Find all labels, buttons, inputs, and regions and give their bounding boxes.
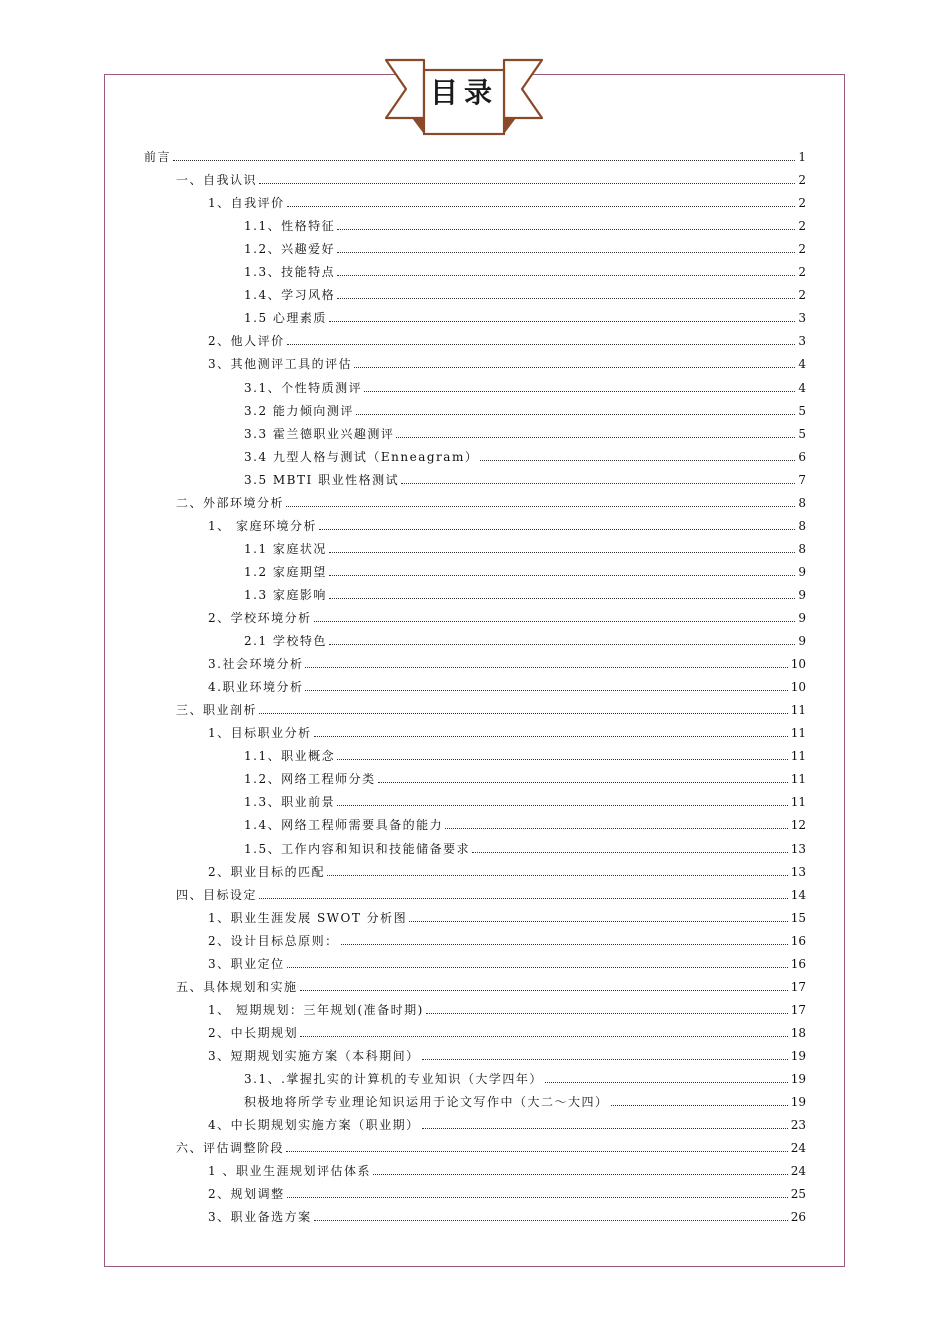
toc-entry-label: 四、目标设定 [176, 887, 258, 902]
toc-entry[interactable] [244, 740, 806, 763]
toc-dot-leader [287, 344, 796, 345]
toc-entry-label: 1 、职业生涯规划评估体系 [208, 1164, 371, 1179]
toc-entry[interactable] [176, 164, 806, 187]
toc-entry-label: 1、自我评价 [208, 196, 285, 211]
toc-entry[interactable] [208, 925, 806, 948]
toc-entry[interactable] [208, 510, 806, 533]
toc-entry-label: 五、具体规划和实施 [176, 979, 298, 994]
toc-entry[interactable] [208, 648, 806, 671]
toc-entry-label: 1.1、职业概念 [244, 749, 336, 764]
toc-page-number: 11 [790, 726, 806, 741]
toc-page-number: 8 [798, 495, 806, 510]
toc-entry[interactable] [208, 187, 806, 210]
toc-dot-leader [337, 298, 795, 299]
toc-dot-leader [356, 414, 795, 415]
toc-entry-label: 1.4、网络工程师需要具备的能力 [244, 818, 444, 833]
toc-entry[interactable] [244, 418, 806, 441]
toc-entry-label: 1.3 家庭影响 [244, 587, 327, 602]
toc-page-number: 17 [790, 1002, 806, 1017]
toc-entry-label: 1.4、学习风格 [244, 288, 336, 303]
toc-dot-leader [329, 321, 795, 322]
toc-dot-leader [286, 1151, 788, 1152]
toc-page-number: 12 [790, 818, 806, 833]
toc-entry-label: 3.社会环境分析 [208, 657, 304, 672]
toc-dot-leader [259, 713, 788, 714]
toc-entry[interactable] [208, 1201, 806, 1224]
toc-dot-leader [426, 1013, 788, 1014]
toc-entry-label: 一、自我认识 [176, 173, 258, 188]
toc-page-number: 4 [798, 380, 806, 395]
toc-entry-label: 二、外部环境分析 [176, 495, 285, 510]
toc-page-number: 11 [790, 749, 806, 764]
toc-page-number: 11 [790, 795, 806, 810]
toc-page-number: 8 [798, 518, 806, 533]
toc-entry-label: 3.5 MBTI 职业性格测试 [244, 472, 400, 487]
toc-entry[interactable] [208, 994, 806, 1017]
toc-entry-label: 1、目标职业分析 [208, 726, 312, 741]
toc-page-number: 5 [798, 403, 806, 418]
toc-entry[interactable] [244, 279, 806, 302]
toc-dot-leader [480, 460, 795, 461]
toc-dot-leader [287, 206, 796, 207]
toc-page-number: 23 [790, 1118, 806, 1133]
toc-entry[interactable] [244, 372, 806, 395]
toc-page-number: 2 [798, 288, 806, 303]
toc-dot-leader [327, 875, 788, 876]
toc-entry-label: 三、职业剖析 [176, 703, 258, 718]
toc-entry-label: 1、 家庭环境分析 [208, 518, 317, 533]
toc-dot-leader [173, 160, 795, 161]
toc-dot-leader [422, 1059, 788, 1060]
toc-entry-label: 1.2、兴趣爱好 [244, 242, 336, 257]
toc-dot-leader [259, 898, 788, 899]
toc-page-number: 19 [790, 1072, 806, 1086]
toc-entry[interactable] [144, 141, 806, 164]
toc-entry[interactable] [244, 809, 806, 832]
toc-dot-leader [305, 667, 787, 668]
toc-entry[interactable] [244, 256, 806, 279]
toc-entry-label: 2、设计目标总原则： [208, 933, 339, 948]
toc-page-number: 6 [798, 449, 806, 464]
toc-page-number: 3 [798, 311, 806, 326]
toc-page-number: 2 [798, 196, 806, 211]
toc-entry-label: 积极地将所学专业理论知识运用于论文写作中（大二～大四） [244, 1095, 609, 1110]
toc-entry[interactable] [208, 348, 806, 371]
toc-entry[interactable] [176, 1132, 806, 1155]
toc-entry[interactable] [244, 1063, 806, 1086]
toc-page-number: 5 [798, 426, 806, 441]
toc-page-number: 3 [798, 334, 806, 349]
toc-entry[interactable] [176, 487, 806, 510]
toc-entry-label: 六、评估调整阶段 [176, 1141, 285, 1156]
toc-dot-leader [337, 759, 788, 760]
toc-dot-leader [396, 437, 795, 438]
toc-dot-leader [337, 805, 788, 806]
toc-entry-label: 1.3、职业前景 [244, 795, 336, 810]
toc-entry-label: 1.5、工作内容和知识和技能储备要求 [244, 841, 471, 856]
toc-page-number: 19 [790, 1095, 806, 1110]
toc-dot-leader [422, 1128, 788, 1129]
toc-dot-leader [409, 921, 788, 922]
toc-dot-leader [314, 621, 796, 622]
toc-entry[interactable] [244, 464, 806, 487]
toc-entry-label: 1.3、技能特点 [244, 265, 336, 280]
toc-entry[interactable] [208, 856, 806, 879]
toc-page-number: 9 [798, 587, 806, 602]
toc-entry-label: 3、职业备选方案 [208, 1210, 312, 1225]
toc-entry[interactable] [208, 1155, 806, 1178]
toc-entry[interactable] [208, 1109, 806, 1132]
toc-dot-leader [259, 183, 795, 184]
toc-page-number: 13 [790, 864, 806, 879]
toc-dot-leader [545, 1082, 788, 1083]
toc-entry[interactable] [244, 786, 806, 809]
toc-title: 目录 [429, 76, 498, 109]
toc-entry[interactable] [176, 694, 806, 717]
toc-entry[interactable] [208, 1040, 806, 1063]
toc-page-number: 9 [798, 564, 806, 579]
toc-dot-leader [329, 598, 795, 599]
toc-dot-leader [329, 575, 795, 576]
toc-entry-label: 3.1、个性特质测评 [244, 380, 363, 395]
toc-page-number: 2 [798, 265, 806, 280]
toc-entry[interactable] [244, 302, 806, 325]
toc-page-number: 8 [798, 541, 806, 556]
toc-page-number: 17 [790, 979, 806, 994]
toc-page-number: 2 [798, 242, 806, 257]
toc-dot-leader [314, 736, 788, 737]
toc-entry-label: 2.1 学校特色 [244, 634, 327, 649]
toc-page-number: 25 [790, 1187, 806, 1202]
toc-entry[interactable] [244, 833, 806, 856]
toc-entry[interactable] [244, 533, 806, 556]
toc-dot-leader [445, 828, 788, 829]
toc-page-number: 9 [798, 634, 806, 649]
toc-page-number: 18 [790, 1025, 806, 1040]
toc-entry[interactable] [244, 210, 806, 233]
toc-page-number: 26 [790, 1210, 806, 1225]
toc-dot-leader [286, 506, 795, 507]
toc-dot-leader [472, 852, 788, 853]
toc-page-number: 16 [790, 933, 806, 948]
toc-dot-leader [329, 552, 795, 553]
toc-page-number: 11 [790, 772, 806, 787]
toc-dot-leader [287, 1197, 788, 1198]
toc-page-number: 13 [790, 841, 806, 856]
toc-dot-leader [337, 275, 795, 276]
toc-entry-label: 2、职业目标的匹配 [208, 864, 326, 879]
toc-page-number: 2 [798, 173, 806, 188]
toc-entry[interactable] [176, 971, 806, 994]
toc-page-number: 11 [790, 703, 806, 718]
toc-entry-label: 1、 短期规划：三年规划(准备时期) [208, 1002, 424, 1017]
toc-entry[interactable] [208, 1178, 806, 1201]
toc-entry[interactable] [244, 1086, 806, 1109]
toc-dot-leader [611, 1105, 788, 1106]
toc-entry[interactable] [244, 395, 806, 418]
toc-entry-label: 1.5 心理素质 [244, 311, 327, 326]
toc-entry-label: 2、中长期规划 [208, 1025, 299, 1040]
toc-dot-leader [354, 367, 795, 368]
toc-dot-leader [341, 944, 788, 945]
toc-dot-leader [364, 391, 795, 392]
toc-dot-leader [305, 690, 787, 691]
toc-entry-label: 3、短期规划实施方案（本科期间） [208, 1048, 420, 1063]
toc-page-number: 7 [798, 472, 806, 487]
toc-dot-leader [300, 990, 788, 991]
toc-entry[interactable] [244, 625, 806, 648]
toc-dot-leader [373, 1174, 788, 1175]
toc-page-number: 10 [790, 657, 806, 672]
toc-entry-label: 2、学校环境分析 [208, 611, 312, 625]
toc-entry-label: 前言 [144, 150, 172, 164]
toc-entry-label: 4、中长期规划实施方案（职业期） [208, 1118, 420, 1133]
toc-page-number: 19 [790, 1048, 806, 1063]
toc-entry-label: 3.2 能力倾向测评 [244, 403, 354, 418]
toc-entry[interactable] [244, 233, 806, 256]
toc-entry[interactable] [176, 879, 806, 902]
toc-dot-leader [401, 483, 795, 484]
toc-dot-leader [337, 252, 795, 253]
toc-entry-label: 1.1、性格特征 [244, 219, 336, 234]
toc-entry[interactable] [244, 441, 806, 464]
toc-page-number: 24 [790, 1164, 806, 1179]
toc-page-number: 9 [798, 611, 806, 625]
toc-page-number: 24 [790, 1141, 806, 1156]
toc-entry-label: 2、他人评价 [208, 334, 285, 349]
toc-entry[interactable] [208, 1017, 806, 1040]
toc-entry[interactable] [208, 602, 806, 625]
toc-entry[interactable] [244, 763, 806, 786]
toc-page-number: 1 [798, 150, 806, 164]
toc-entry[interactable] [208, 902, 806, 925]
toc-entry[interactable] [208, 671, 806, 694]
toc-entry-label: 3.4 九型人格与测试（Enneagram） [244, 449, 479, 464]
toc-entry-label: 3.1、.掌握扎实的计算机的专业知识（大学四年） [244, 1072, 543, 1086]
toc-page-number: 2 [798, 219, 806, 234]
toc-entry-label: 1、职业生涯发展 SWOT 分析图 [208, 910, 408, 925]
toc-page-number: 14 [790, 887, 806, 902]
toc-dot-leader [378, 782, 788, 783]
toc-dot-leader [287, 967, 788, 968]
toc-entry[interactable] [208, 325, 806, 348]
toc-entry-label: 4.职业环境分析 [208, 680, 304, 695]
toc-dot-leader [319, 529, 795, 530]
toc-page-number: 16 [790, 956, 806, 971]
toc-dot-leader [337, 229, 795, 230]
toc-entry-label: 3.3 霍兰德职业兴趣测评 [244, 426, 395, 441]
toc-entry-label: 2、规划调整 [208, 1187, 285, 1202]
toc-entry[interactable] [208, 717, 806, 740]
toc-dot-leader [314, 1220, 788, 1221]
toc-entry[interactable] [208, 948, 806, 971]
toc-entry[interactable] [244, 556, 806, 579]
toc-entry-label: 3、其他测评工具的评估 [208, 357, 353, 372]
toc-page-number: 10 [790, 680, 806, 695]
toc-dot-leader [300, 1036, 788, 1037]
toc-page-number: 15 [790, 910, 806, 925]
toc-page-number: 4 [798, 357, 806, 372]
toc-entry-label: 1.2 家庭期望 [244, 564, 327, 579]
toc-entry[interactable] [244, 579, 806, 602]
toc-entry-label: 1.2、网络工程师分类 [244, 772, 376, 787]
toc-entry-label: 1.1 家庭状况 [244, 541, 327, 556]
toc-entry-label: 3、职业定位 [208, 956, 285, 971]
toc-dot-leader [329, 644, 795, 645]
